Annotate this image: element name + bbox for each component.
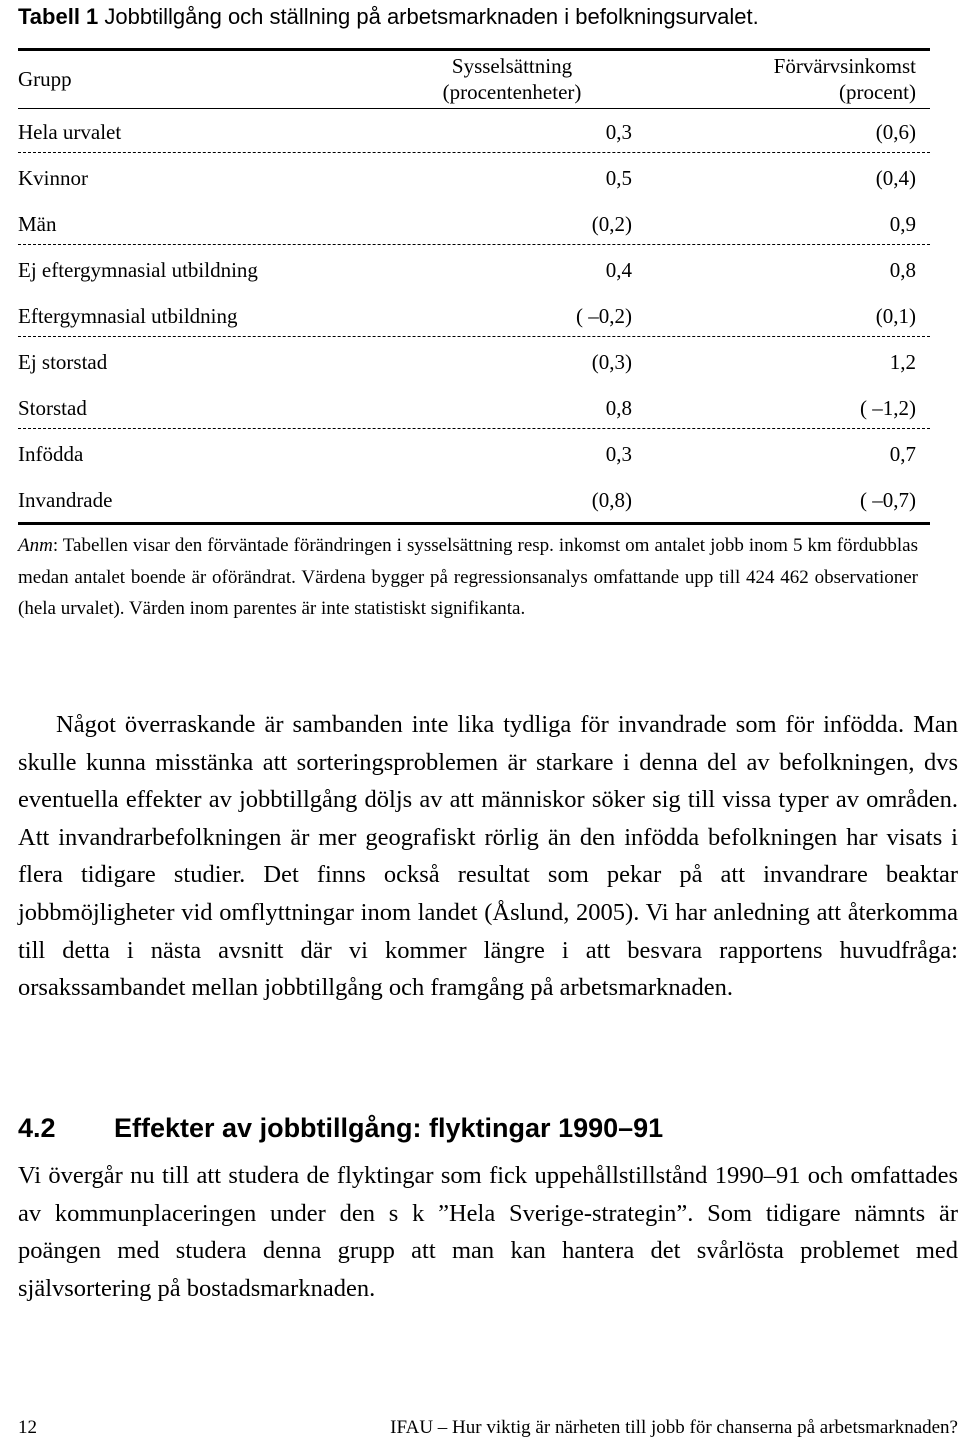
row-employment: 0,3 bbox=[605, 442, 632, 466]
table-top-rule bbox=[18, 48, 930, 51]
header-group: Grupp bbox=[18, 67, 72, 91]
row-income: 0,9 bbox=[889, 212, 916, 236]
row-income: ( –0,7) bbox=[860, 488, 916, 512]
header-income bbox=[656, 53, 916, 105]
table-row bbox=[18, 302, 930, 330]
header-employment-line1: Sysselsättning bbox=[451, 54, 573, 78]
running-title: IFAU – Hur viktig är närheten till jobb för chanserna på arbetsmarknaden? bbox=[390, 1417, 958, 1438]
row-group: Storstad bbox=[18, 396, 87, 420]
row-income: (0,1) bbox=[875, 304, 916, 328]
table-caption bbox=[18, 2, 759, 32]
body-paragraph-2: Vi övergår nu till att studera de flyktingar som fick uppehållstillstånd 1990–91 och omfattades av kommunplaceringen under den s k ”Hela Sverige-strategin”. Som tidigare nämnts är poängen med studera denna grupp att man kan hantera det svårlösta problemet med självsortering på bostadsmarknaden. bbox=[18, 1162, 958, 1302]
row-income: 1,2 bbox=[889, 350, 916, 374]
row-employment: (0,8) bbox=[591, 488, 632, 512]
row-employment: 0,4 bbox=[605, 258, 632, 282]
table-row bbox=[18, 164, 930, 192]
section-heading bbox=[18, 1110, 663, 1146]
group-divider bbox=[18, 152, 930, 153]
page-number: 12 bbox=[18, 1417, 37, 1438]
row-employment: (0,3) bbox=[591, 350, 632, 374]
row-income: (0,6) bbox=[875, 120, 916, 144]
table-header-rule bbox=[18, 108, 930, 109]
table-row bbox=[18, 486, 930, 514]
table-row bbox=[18, 256, 930, 284]
row-income: 0,7 bbox=[889, 442, 916, 466]
table-bottom-rule bbox=[18, 522, 930, 525]
row-group: Ej eftergymnasial utbildning bbox=[18, 258, 258, 282]
header-income-line2: (procent) bbox=[839, 80, 916, 104]
row-group: Män bbox=[18, 212, 57, 236]
row-income: 0,8 bbox=[889, 258, 916, 282]
header-employment-line2: (procentenheter) bbox=[442, 80, 582, 104]
header-income-line1: Förvärvsinkomst bbox=[773, 54, 916, 78]
group-divider bbox=[18, 336, 930, 337]
row-group: Hela urvalet bbox=[18, 120, 122, 144]
row-employment: 0,5 bbox=[605, 166, 632, 190]
table-note-label: Anm bbox=[18, 535, 53, 556]
table-row bbox=[18, 394, 930, 422]
body-paragraph-1: Något överraskande är sambanden inte lika tydliga för invandrade som för infödda. Man skulle kunna misstänka att sorteringsproblemen är starkare i denna del av befolkningen, dvs eventuella effekter av jobbtillgång döljs av att människor söker sig till vissa typer av områden. Att invandrarbefolkningen är mer geografiskt rörlig än den infödda befolkningen har visats i flera tidigare studier. Det finns också resultat som pekar på att invandrare beaktar jobbmöjligheter vid omflyttningar inom landet (Åslund, 2005). Vi har anledning att återkomma till detta i nästa avsnitt där vi kommer längre i att besvara rapportens huvudfråga: orsakssambandet mellan jobbtillgång och framgång på arbetsmarknaden. bbox=[18, 711, 958, 1002]
row-employment: 0,3 bbox=[605, 120, 632, 144]
row-employment: 0,8 bbox=[605, 396, 632, 420]
row-income: (0,4) bbox=[875, 166, 916, 190]
table-row bbox=[18, 348, 930, 376]
table-caption-label: Tabell 1 bbox=[18, 4, 99, 29]
section-title: Effekter av jobbtillgång: flyktingar 1990–91 bbox=[114, 1113, 664, 1143]
row-group: Eftergymnasial utbildning bbox=[18, 304, 238, 328]
row-group: Infödda bbox=[18, 442, 84, 466]
row-income: ( –1,2) bbox=[860, 396, 916, 420]
group-divider bbox=[18, 428, 930, 429]
row-employment: ( –0,2) bbox=[576, 304, 632, 328]
group-divider bbox=[18, 244, 930, 245]
table-note-text: : Tabellen visar den förväntade förändringen i sysselsättning resp. inkomst om antalet jobb inom 5 km fördubblas medan antalet boende är oförändrat. Värdena bygger på regressionsanalys omfattande upp till 424 462 observationer (hela urvalet). Värden inom parentes är inte statistiskt signifikanta. bbox=[18, 535, 918, 619]
row-group: Kvinnor bbox=[18, 166, 88, 190]
table-row bbox=[18, 118, 930, 146]
table-row bbox=[18, 210, 930, 238]
row-group: Ej storstad bbox=[18, 350, 108, 374]
header-employment bbox=[392, 53, 632, 105]
row-employment: (0,2) bbox=[591, 212, 632, 236]
section-number: 4.2 bbox=[18, 1113, 56, 1143]
row-group: Invandrade bbox=[18, 488, 113, 512]
table-note bbox=[18, 530, 918, 625]
table-row bbox=[18, 440, 930, 468]
table-caption-text: Jobbtillgång och ställning på arbetsmarknaden i befolkningsurvalet. bbox=[98, 4, 759, 29]
